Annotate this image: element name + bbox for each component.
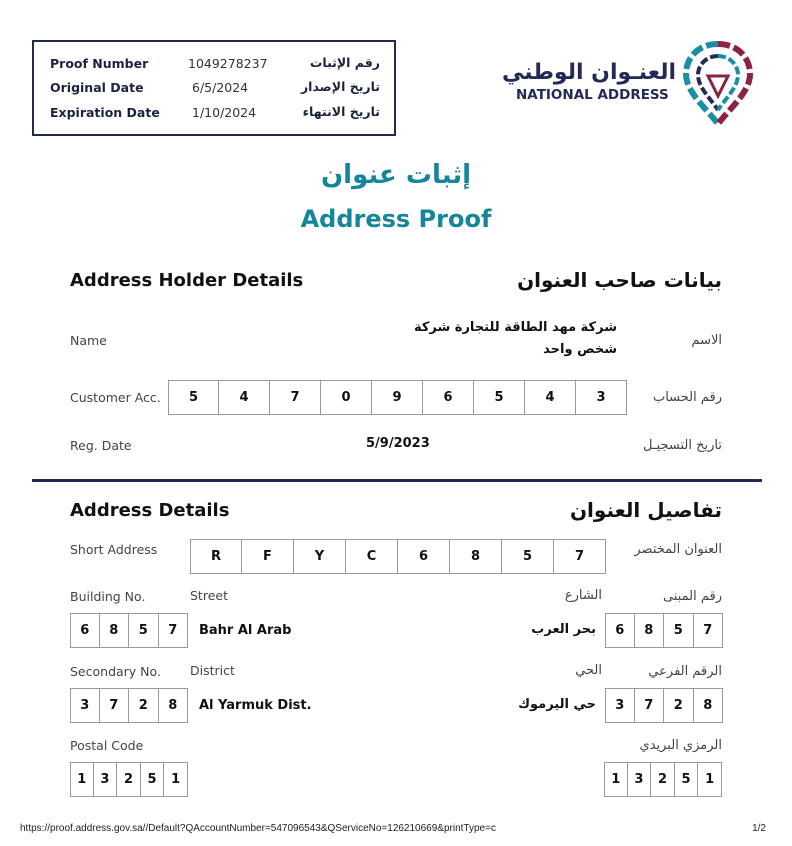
holder-heading-ar: بيانات صاحب العنوان: [517, 268, 722, 292]
short-address-boxes: [190, 539, 606, 574]
postal-digit-box: 1: [164, 762, 188, 797]
footer-url: https://proof.address.gov.sa//Default?QAccountNumber=547096543&QServiceNo=126210669&printType=c: [20, 823, 496, 834]
secondary-digit-box: 7: [100, 688, 130, 723]
proof-number-label: Proof Number: [50, 56, 149, 71]
postal-digit-box: 5: [675, 762, 699, 797]
building-number-label: Building No.: [70, 589, 146, 604]
page-number: 1/2: [752, 823, 766, 834]
national-address-wordmark: [501, 60, 676, 103]
reg-date-label: Reg. Date: [70, 438, 132, 453]
account-digit-box: 5: [168, 380, 219, 415]
building-digit-box: 8: [635, 613, 665, 648]
customer-account-label: Customer Acc.: [70, 390, 161, 405]
account-digit-box: 3: [576, 380, 627, 415]
secondary-digit-box: 8: [159, 688, 189, 723]
secondary-digit-box: 3: [605, 688, 635, 723]
building-digit-box: 8: [100, 613, 130, 648]
street-value-ar: بحر العرب: [531, 622, 596, 637]
postal-code-label-ar: الرمزي البريدي: [639, 738, 722, 753]
original-date-label: Original Date: [50, 80, 144, 95]
secondary-digit-box: 7: [635, 688, 665, 723]
street-label-ar: الشارع: [564, 588, 602, 603]
secondary-digit-box: 2: [664, 688, 694, 723]
building-number-boxes: [70, 613, 188, 648]
short-address-char-box: 6: [398, 539, 450, 574]
postal-digit-box: 1: [698, 762, 722, 797]
building-digit-box: 5: [129, 613, 159, 648]
secondary-number-label: Secondary No.: [70, 664, 161, 679]
secondary-number-boxes-ar: [605, 688, 723, 723]
street-value-en: Bahr Al Arab: [199, 623, 292, 638]
expiration-date-value: 1/10/2024: [192, 105, 257, 120]
customer-account-label-ar: رقم الحساب: [652, 390, 722, 405]
address-heading-ar: تفاصيل العنوان: [569, 498, 722, 522]
district-value-ar: حي اليرموك: [518, 697, 596, 712]
building-number-boxes-ar: [605, 613, 723, 648]
street-label: Street: [190, 588, 228, 603]
postal-digit-box: 2: [651, 762, 675, 797]
proof-info-box: [32, 40, 396, 136]
short-address-char-box: R: [190, 539, 242, 574]
account-digit-box: 7: [270, 380, 321, 415]
holder-name-line2: شخص واحد: [543, 342, 617, 357]
postal-digit-box: 3: [628, 762, 652, 797]
short-address-char-box: C: [346, 539, 398, 574]
postal-digit-box: 1: [604, 762, 628, 797]
name-label-ar: الاسم: [691, 333, 722, 348]
short-address-char-box: Y: [294, 539, 346, 574]
holder-heading-en: Address Holder Details: [70, 270, 304, 291]
expiration-date-label: Expiration Date: [50, 105, 160, 120]
expiration-date-label-ar: تاريخ الانتهاء: [302, 104, 380, 119]
reg-date-label-ar: تاريخ التسجيـل: [642, 438, 722, 453]
secondary-number-boxes: [70, 688, 188, 723]
building-digit-box: 5: [664, 613, 694, 648]
postal-digit-box: 2: [117, 762, 141, 797]
building-digit-box: 6: [605, 613, 635, 648]
account-digit-box: 6: [423, 380, 474, 415]
customer-account-boxes: [168, 380, 627, 415]
district-value-en: Al Yarmuk Dist.: [199, 698, 312, 713]
secondary-number-label-ar: الرقم الفرعي: [648, 664, 722, 679]
short-address-char-box: 8: [450, 539, 502, 574]
postal-digit-box: 1: [70, 762, 94, 797]
postal-code-boxes: [70, 762, 188, 797]
district-label-ar: الحي: [575, 663, 602, 678]
short-address-char-box: 7: [554, 539, 606, 574]
logo-english-name: NATIONAL ADDRESS: [516, 87, 669, 103]
building-digit-box: 7: [694, 613, 724, 648]
name-label: Name: [70, 333, 107, 348]
original-date-value: 6/5/2024: [192, 80, 249, 95]
postal-digit-box: 5: [141, 762, 165, 797]
short-address-char-box: F: [242, 539, 294, 574]
page-title-ar: إثبات عنوان: [320, 160, 471, 190]
postal-digit-box: 3: [94, 762, 118, 797]
account-digit-box: 0: [321, 380, 372, 415]
secondary-digit-box: 8: [694, 688, 724, 723]
short-address-label-ar: العنوان المختصر: [634, 542, 722, 557]
address-heading-en: Address Details: [70, 500, 230, 521]
secondary-digit-box: 3: [70, 688, 100, 723]
account-digit-box: 4: [219, 380, 270, 415]
secondary-digit-box: 2: [129, 688, 159, 723]
short-address-char-box: 5: [502, 539, 554, 574]
proof-number-value: 1049278237: [188, 56, 268, 71]
section-divider: [32, 479, 762, 482]
postal-code-boxes-ar: [604, 762, 722, 797]
reg-date-value: 5/9/2023: [366, 436, 430, 451]
postal-code-label: Postal Code: [70, 738, 144, 753]
page-title-en: Address Proof: [300, 205, 492, 233]
original-date-label-ar: تاريخ الإصدار: [300, 79, 380, 94]
building-digit-box: 7: [159, 613, 189, 648]
map-pin-logo-icon: [678, 38, 758, 130]
account-digit-box: 9: [372, 380, 423, 415]
logo-arabic-name: العنـوان الوطني: [501, 60, 676, 85]
building-number-label-ar: رقم المبنى: [662, 589, 722, 604]
district-label: District: [190, 663, 235, 678]
account-digit-box: 4: [525, 380, 576, 415]
short-address-label: Short Address: [70, 542, 158, 557]
proof-number-label-ar: رقم الإثبات: [309, 55, 380, 70]
building-digit-box: 6: [70, 613, 100, 648]
holder-name-line1: شركة مهد الطاقة للتجارة شركة: [413, 320, 617, 335]
account-digit-box: 5: [474, 380, 525, 415]
